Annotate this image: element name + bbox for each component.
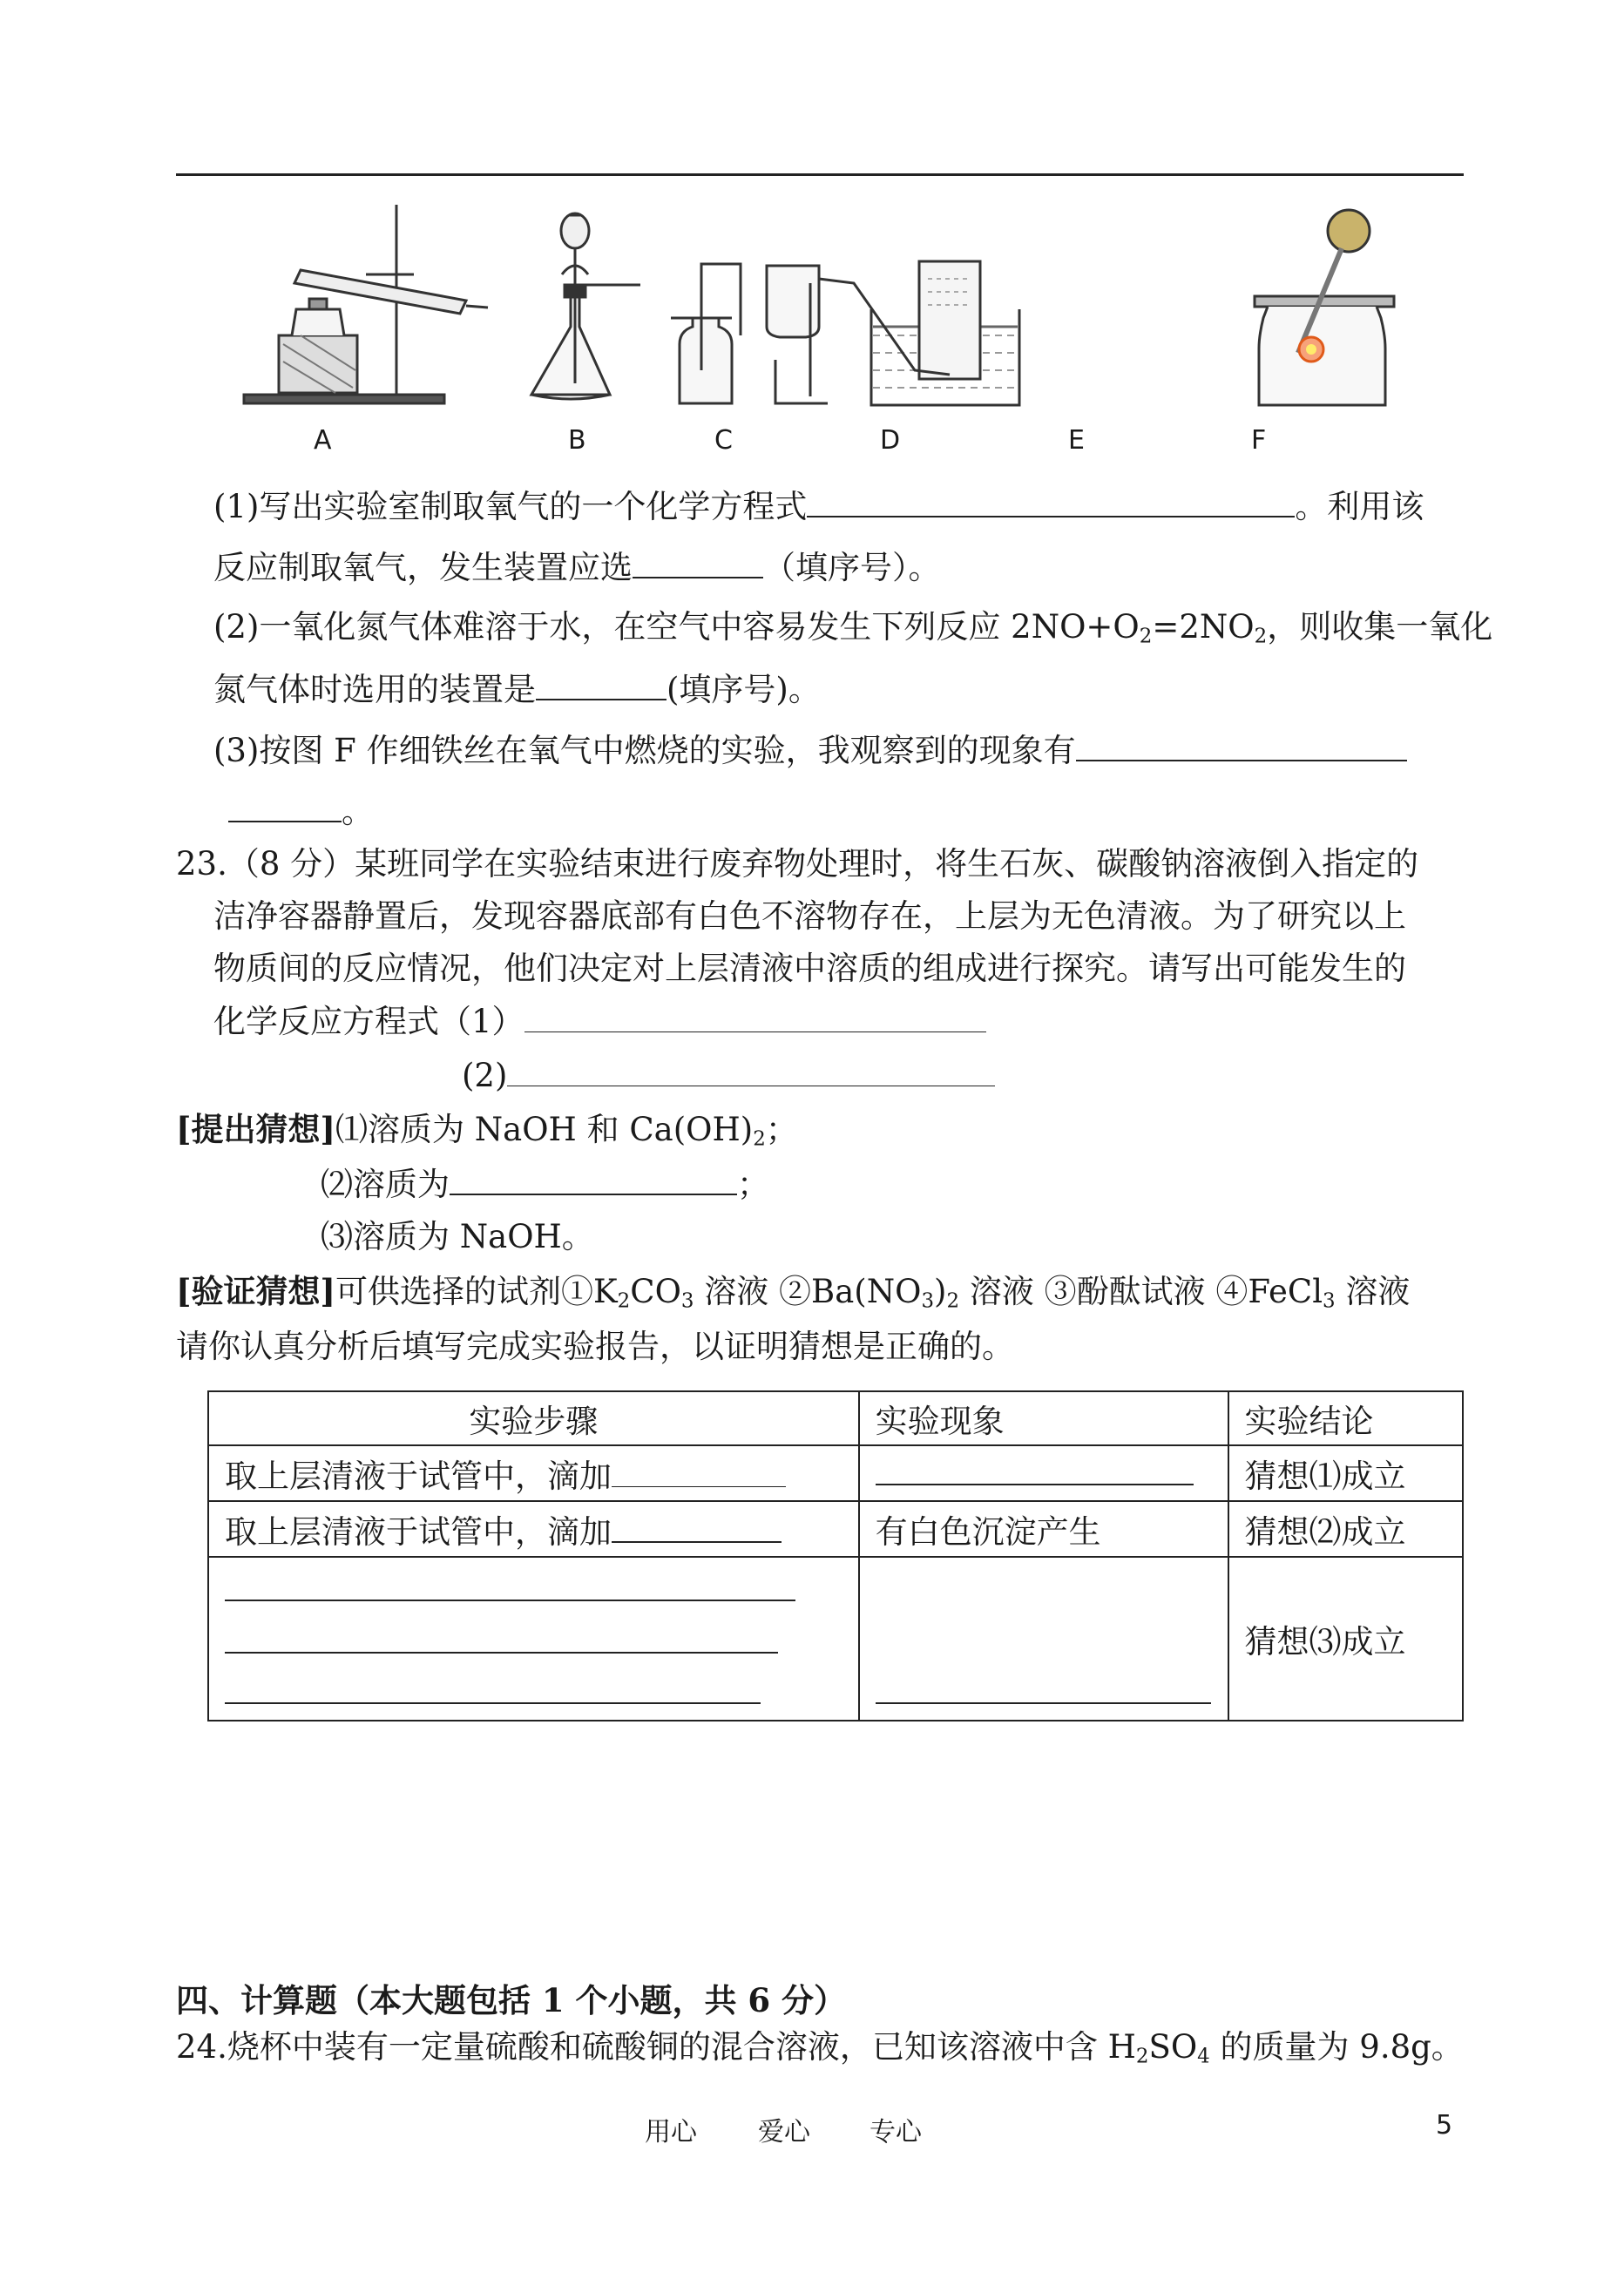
q23-line5: (2) [462, 1056, 995, 1095]
row2-conclusion: 猜想⑵成立 [1228, 1501, 1463, 1557]
footer-motto-2: 爱心 [758, 2117, 810, 2148]
page-number: 5 [1436, 2110, 1453, 2141]
q22-part1-line2: 反应制取氧气，发生装置应选 （填序号）。 [213, 549, 941, 586]
apparatus-label-c: C [714, 425, 733, 456]
footer-motto-1: 用心 [645, 2117, 697, 2148]
apparatus-b [531, 213, 640, 399]
footer-motto-3: 专心 [870, 2117, 922, 2148]
header-conclusion: 实验结论 [1228, 1391, 1463, 1445]
answer-line-row3-step-2[interactable] [225, 1652, 778, 1654]
answer-line-row3-phenomenon[interactable] [876, 1702, 1211, 1704]
answer-blank-generator[interactable] [633, 547, 763, 578]
answer-blank-row1-reagent[interactable] [612, 1457, 786, 1487]
table-header-row [208, 1391, 1463, 1445]
answer-blank-row2-reagent[interactable] [612, 1512, 782, 1543]
q22-part3-line2: 。 [228, 791, 374, 831]
row1-phenomenon [859, 1445, 1228, 1501]
row2-phenomenon: 有白色沉淀产生 [859, 1501, 1228, 1557]
row3-conclusion: 猜想⑶成立 [1228, 1557, 1463, 1721]
apparatus-a [244, 205, 488, 403]
answer-blank-reaction-1[interactable] [524, 1002, 986, 1032]
row3-step [208, 1557, 859, 1721]
hypothesis-3: ⑶溶质为 NaOH。 [321, 1218, 594, 1255]
header-rule [176, 173, 1464, 176]
q23-line3: 物质间的反应情况，他们决定对上层清液中溶质的组成进行探究。请写出可能发生的 [213, 950, 1406, 987]
apparatus-e [819, 261, 1019, 405]
apparatus-label-b: B [568, 425, 586, 456]
header-phenomenon: 实验现象 [859, 1391, 1228, 1445]
apparatus-f [1255, 210, 1394, 405]
answer-line-row3-step-3[interactable] [225, 1702, 761, 1704]
answer-blank-equation[interactable] [807, 486, 1295, 517]
hypothesis-2: ⑵溶质为 ； [321, 1166, 769, 1203]
hypothesis-heading: [提出猜想] [176, 1110, 336, 1148]
q23-line1: 23.（8 分）某班同学在实验结束进行废弃物处理时，将生石灰、碳酸钠溶液倒入指定的 [176, 845, 1419, 883]
answer-blank-hypothesis-2[interactable] [450, 1164, 737, 1195]
apparatus-c [671, 264, 741, 403]
answer-blank-phenomenon-cont[interactable] [228, 791, 342, 822]
q22-part2-line1: (2)一氧化氮气体难溶于水，在空气中容易发生下列反应 $2NO+O_2=2NO_2$，则收集一氧化 [213, 608, 1493, 648]
answer-line-row3-step-1[interactable] [225, 1600, 795, 1601]
q22-part3-line1: (3)按图 F 作细铁丝在氧气中燃烧的实验，我观察到的现象有 [213, 730, 1407, 770]
report-instructions: 请你认真分析后填写完成实验报告，以证明猜想是正确的。 [176, 1328, 1014, 1365]
row1-step: 取上层清液于试管中，滴加 [208, 1445, 859, 1501]
experiment-report-table [207, 1390, 1464, 1721]
row2-step: 取上层清液于试管中，滴加 [208, 1501, 859, 1557]
answer-blank-phenomenon[interactable] [1076, 730, 1407, 761]
apparatus-label-d: D [880, 425, 901, 456]
table-row [208, 1501, 1463, 1557]
table-row [208, 1445, 1463, 1501]
answer-blank-collector[interactable] [536, 669, 667, 700]
apparatus-label-e: E [1068, 425, 1085, 456]
hypothesis-1: [提出猜想]⑴溶质为 NaOH 和 $Ca(OH)_2$； [176, 1110, 798, 1151]
q22-part1-line1: (1)写出实验室制取氧气的一个化学方程式 。利用该 [213, 488, 1424, 525]
header-steps: 实验步骤 [208, 1391, 859, 1445]
apparatus-figure [227, 196, 1411, 414]
apparatus-label-f: F [1251, 425, 1267, 456]
section4-title: 四、计算题（本大题包括 1 个小题，共 6 分） [176, 1981, 847, 2019]
answer-blank-row1-phenomenon[interactable] [876, 1454, 1194, 1485]
apparatus-label-a: A [314, 425, 332, 456]
q23-line4: 化学反应方程式（1） [213, 1002, 986, 1041]
apparatus-d [767, 266, 828, 403]
row3-phenomenon [859, 1557, 1228, 1721]
q24-text: 24.烧杯中装有一定量硫酸和硫酸铜的混合溶液，已知该溶液中含 $H_2SO_4$ 的质量为 9.8g。 [176, 2028, 1464, 2068]
table-row [208, 1557, 1463, 1721]
answer-blank-reaction-2[interactable] [507, 1056, 995, 1086]
row1-conclusion: 猜想⑴成立 [1228, 1445, 1463, 1501]
verification-heading: [验证猜想] [176, 1272, 336, 1310]
verification-line: [验证猜想]可供选择的试剂$①K_2CO_3$ 溶液 $②Ba(NO_3)_2$ 溶液 ③酚酞试液 ④FeCl$_3$ 溶液 [176, 1272, 1411, 1313]
q23-line2: 洁净容器静置后，发现容器底部有白色不溶物存在，上层为无色清液。为了研究以上 [213, 897, 1406, 935]
q22-part2-line2: 氮气体时选用的装置是 (填序号)。 [213, 671, 821, 708]
